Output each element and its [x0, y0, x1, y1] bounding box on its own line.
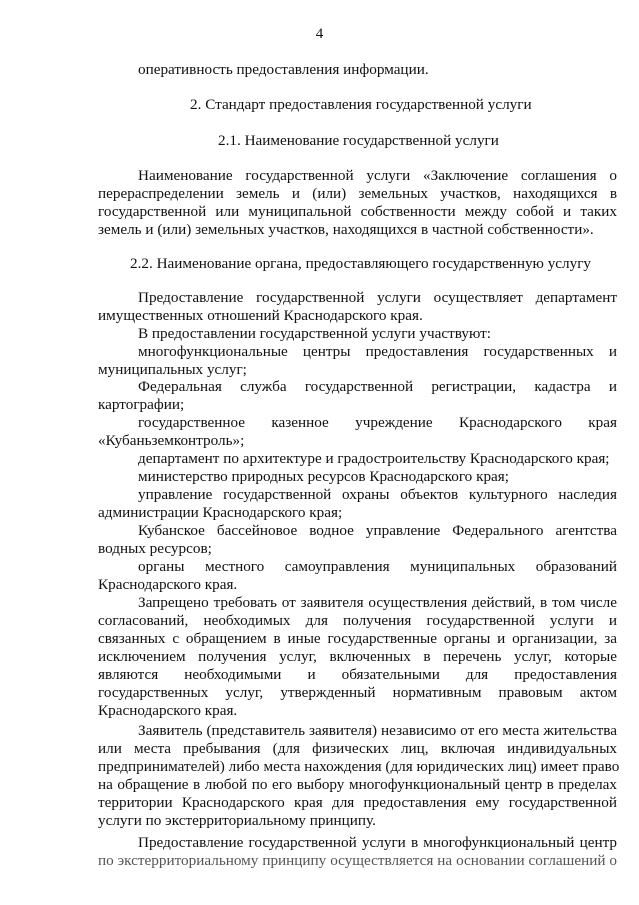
text-line: государственной или муниципальной собственности между собой и таких: [98, 203, 617, 220]
text-line: Краснодарского края.: [98, 576, 238, 593]
text-line: В предоставлении государственной услуги участвуют:: [138, 325, 491, 342]
text-line: предпринимателей) либо места нахождения (для юридических лиц) имеет право: [98, 758, 620, 775]
text-line: Федеральная служба государственной регистрации, кадастра и: [138, 378, 617, 395]
text-line: перераспределении земель и (или) земельных участков, находящихся в: [98, 185, 617, 202]
text-line: многофункциональные центры предоставления государственных и: [138, 343, 617, 360]
subsection-heading: 2.2. Наименование органа, предоставляющего государственную услугу: [130, 255, 592, 272]
text-line: исключением получения услуг, включенных в перечень услуг, которые: [98, 648, 617, 665]
text-line: муниципальных услуг;: [98, 361, 247, 378]
text-line: Краснодарского края.: [98, 702, 238, 719]
section-heading: 2. Стандарт предоставления государственной услуги: [190, 96, 532, 113]
text-line: Заявитель (представитель заявителя) независимо от его места жительства: [138, 722, 617, 739]
text-line: департамент по архитектуре и градостроительству Краснодарского края;: [138, 450, 610, 467]
text-line: или места пребывания (для физических лиц, включая индивидуальных: [98, 740, 617, 757]
subsection-heading: 2.1. Наименование государственной услуги: [218, 132, 499, 149]
text-line: имущественных отношений Краснодарского края.: [98, 307, 423, 324]
text-line: Наименование государственной услуги «Заключение соглашения о: [138, 167, 617, 184]
text-line: оперативность предоставления информации.: [138, 61, 429, 78]
text-line: Предоставление государственной услуги в многофункциональный центр: [138, 834, 617, 851]
text-line: Кубанское бассейновое водное управление Федерального агентства: [138, 522, 617, 539]
page-number: 4: [315, 26, 324, 42]
text-line: водных ресурсов;: [98, 540, 212, 557]
text-line: картографии;: [98, 396, 185, 413]
text-line: земель и (или) земельных участков, находящихся в частной собственности».: [98, 221, 594, 238]
text-line: Запрещено требовать от заявителя осуществления действий, в том числе: [138, 594, 617, 611]
text-line: государственное казенное учреждение Краснодарского края: [138, 414, 617, 431]
text-line: связанных с обращением в иные государственные органы и организации, за: [98, 630, 617, 647]
text-line: администрации Краснодарского края;: [98, 504, 343, 521]
text-line: министерство природных ресурсов Краснодарского края;: [138, 468, 509, 485]
text-line: управление государственной охраны объектов культурного наследия: [138, 486, 617, 503]
text-line: услуги по экстерриториальному принципу.: [98, 812, 376, 829]
text-line: на обращение в любой по его выбору многофункциональный центр в пределах: [98, 776, 617, 793]
text-line: органы местного самоуправления муниципальных образований: [138, 558, 617, 575]
text-line: по экстерриториальному принципу осуществляется на основании соглашений о: [98, 852, 617, 869]
text-line: государственных услуг, утвержденный нормативным правовым актом: [98, 684, 617, 701]
text-line: являются необходимыми и обязательными для предоставления: [98, 666, 617, 683]
text-line: «Кубаньземконтроль»;: [98, 432, 245, 449]
text-line: территории Краснодарского края для предоставления ему государственной: [98, 794, 617, 811]
text-line: согласований, необходимых для получения государственной услуги и: [98, 612, 617, 629]
text-line: Предоставление государственной услуги осуществляет департамент: [138, 289, 617, 306]
